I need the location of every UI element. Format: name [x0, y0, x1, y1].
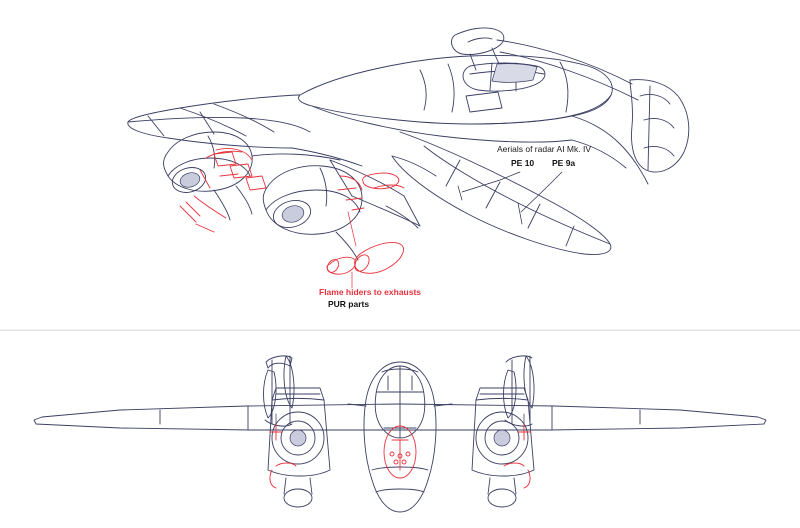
sheet-divider-line [0, 330, 800, 331]
radar-aerials-label: Aerials of radar AI Mk. IV [497, 144, 592, 154]
part-label-pe9a: PE 9a [552, 158, 576, 168]
part-label-pe10: PE 10 [511, 158, 535, 168]
flame-hiders-label: Flame hiders to exhausts [319, 287, 422, 297]
front-view-group [34, 356, 766, 512]
pur-parts-label: PUR parts [328, 299, 370, 309]
three-quarter-view-group [128, 28, 689, 260]
